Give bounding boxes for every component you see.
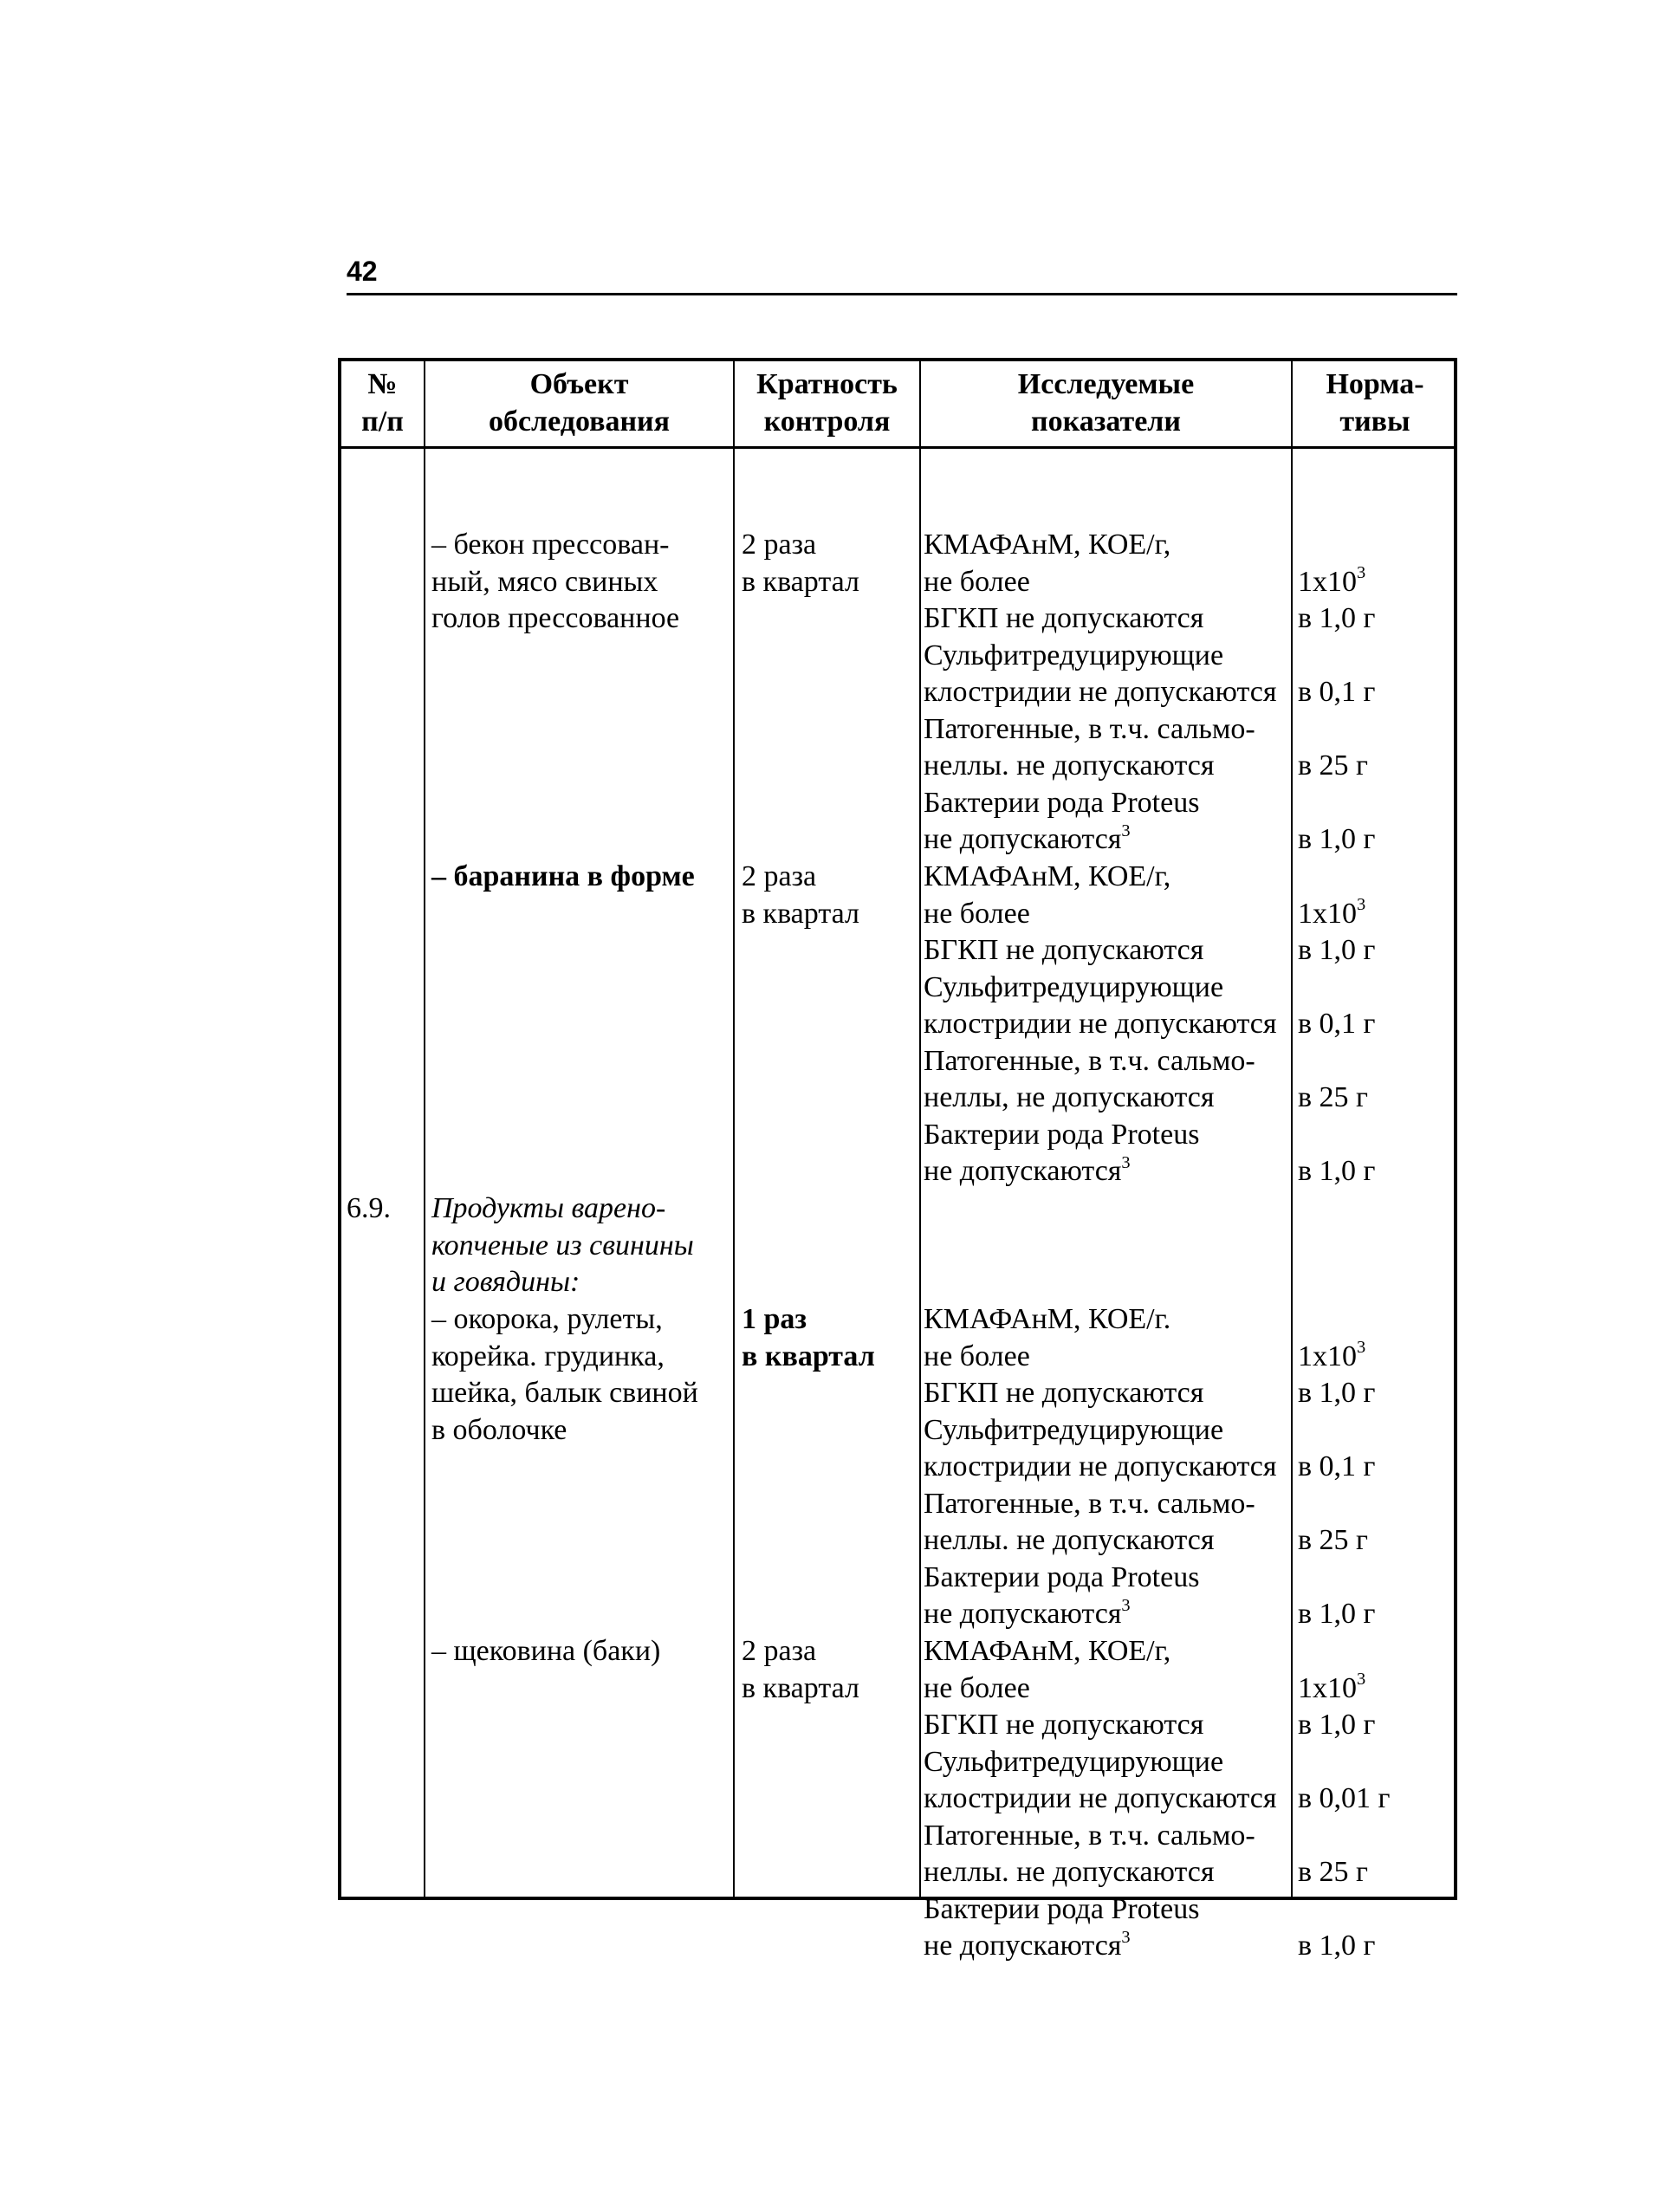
object-cell: – окорока, рулеты, корейка. грудинка, шейка, балык свиной в оболочке bbox=[431, 1303, 698, 1446]
col-divider bbox=[424, 361, 425, 1897]
object-cell: – бекон прессован- ный, мясо свиных голов прессованное bbox=[431, 529, 680, 634]
norms-cell: $1x10^3$ в 1,0 г в 0,1 г в 25 г в 1,0 г bbox=[1298, 563, 1376, 855]
norms-cell: $1x10^3$ в 1,0 г в 0,1 г в 25 г в 1,0 г bbox=[1298, 1338, 1376, 1630]
header-indicators: Исследуемые показатели bbox=[1017, 368, 1195, 438]
frequency-cell: 1 раз в квартал bbox=[742, 1303, 875, 1372]
object-cell: – баранина в форме bbox=[431, 860, 695, 892]
page-number: 42 bbox=[347, 256, 378, 287]
norms-table bbox=[338, 358, 1457, 1962]
frequency-cell: 2 раза в квартал bbox=[742, 1635, 859, 1704]
header-object: Объект обследования bbox=[488, 368, 671, 438]
indicators-cell: КМАФАнМ, КОЕ/г, не более БГКП не допускаются Сульфитредуцирующие клостридии не допускаются Патогенные, в т.ч. сальмо- неллы, не допускаются Бактерии рода Proteus не допускаются$^3$ bbox=[924, 860, 1277, 1187]
header-num: № п/п bbox=[361, 368, 404, 438]
col-divider bbox=[919, 361, 921, 1897]
header-norms: Норма- тивы bbox=[1326, 368, 1424, 438]
header-rule bbox=[347, 293, 1457, 295]
section-title: Продукты варено- копченые из свинины и говядины: bbox=[431, 1192, 694, 1298]
frequency-cell: 2 раза в квартал bbox=[742, 860, 859, 930]
norms-cell: $1x10^3$ в 1,0 г в 0,1 г в 25 г в 1,0 г bbox=[1298, 895, 1376, 1187]
norms-cell: $1x10^3$ в 1,0 г в 0,01 г в 25 г в 1,0 г bbox=[1298, 1670, 1391, 1962]
object-cell: – щековина (баки) bbox=[431, 1635, 661, 1667]
frequency-cell: 2 раза в квартал bbox=[742, 529, 859, 598]
indicators-cell: КМАФАнМ, КОЕ/г. не более БГКП не допускаются Сульфитредуцирующие клостридии не допускаются Патогенные, в т.ч. сальмо- неллы. не допускаются Бактерии рода Proteus не допускаются$^3$ bbox=[924, 1303, 1277, 1630]
section-number: 6.9. bbox=[347, 1192, 391, 1224]
col-divider bbox=[733, 361, 735, 1897]
header-divider bbox=[341, 446, 1454, 449]
indicators-cell: КМАФАнМ, КОЕ/г, не более БГКП не допускаются Сульфитредуцирующие клостридии не допускаются Патогенные, в т.ч. сальмо- неллы. не допускаются Бактерии рода Proteus не допускаются$^3$ bbox=[924, 529, 1277, 855]
col-divider bbox=[1291, 361, 1293, 1897]
indicators-cell: КМАФАнМ, КОЕ/г, не более БГКП не допускаются Сульфитредуцирующие клостридии не допускаются Патогенные, в т.ч. сальмо- неллы. не допускаются Бактерии рода Proteus не допускаются$^3$ bbox=[924, 1635, 1277, 1962]
header-frequency: Кратность контроля bbox=[756, 368, 898, 438]
